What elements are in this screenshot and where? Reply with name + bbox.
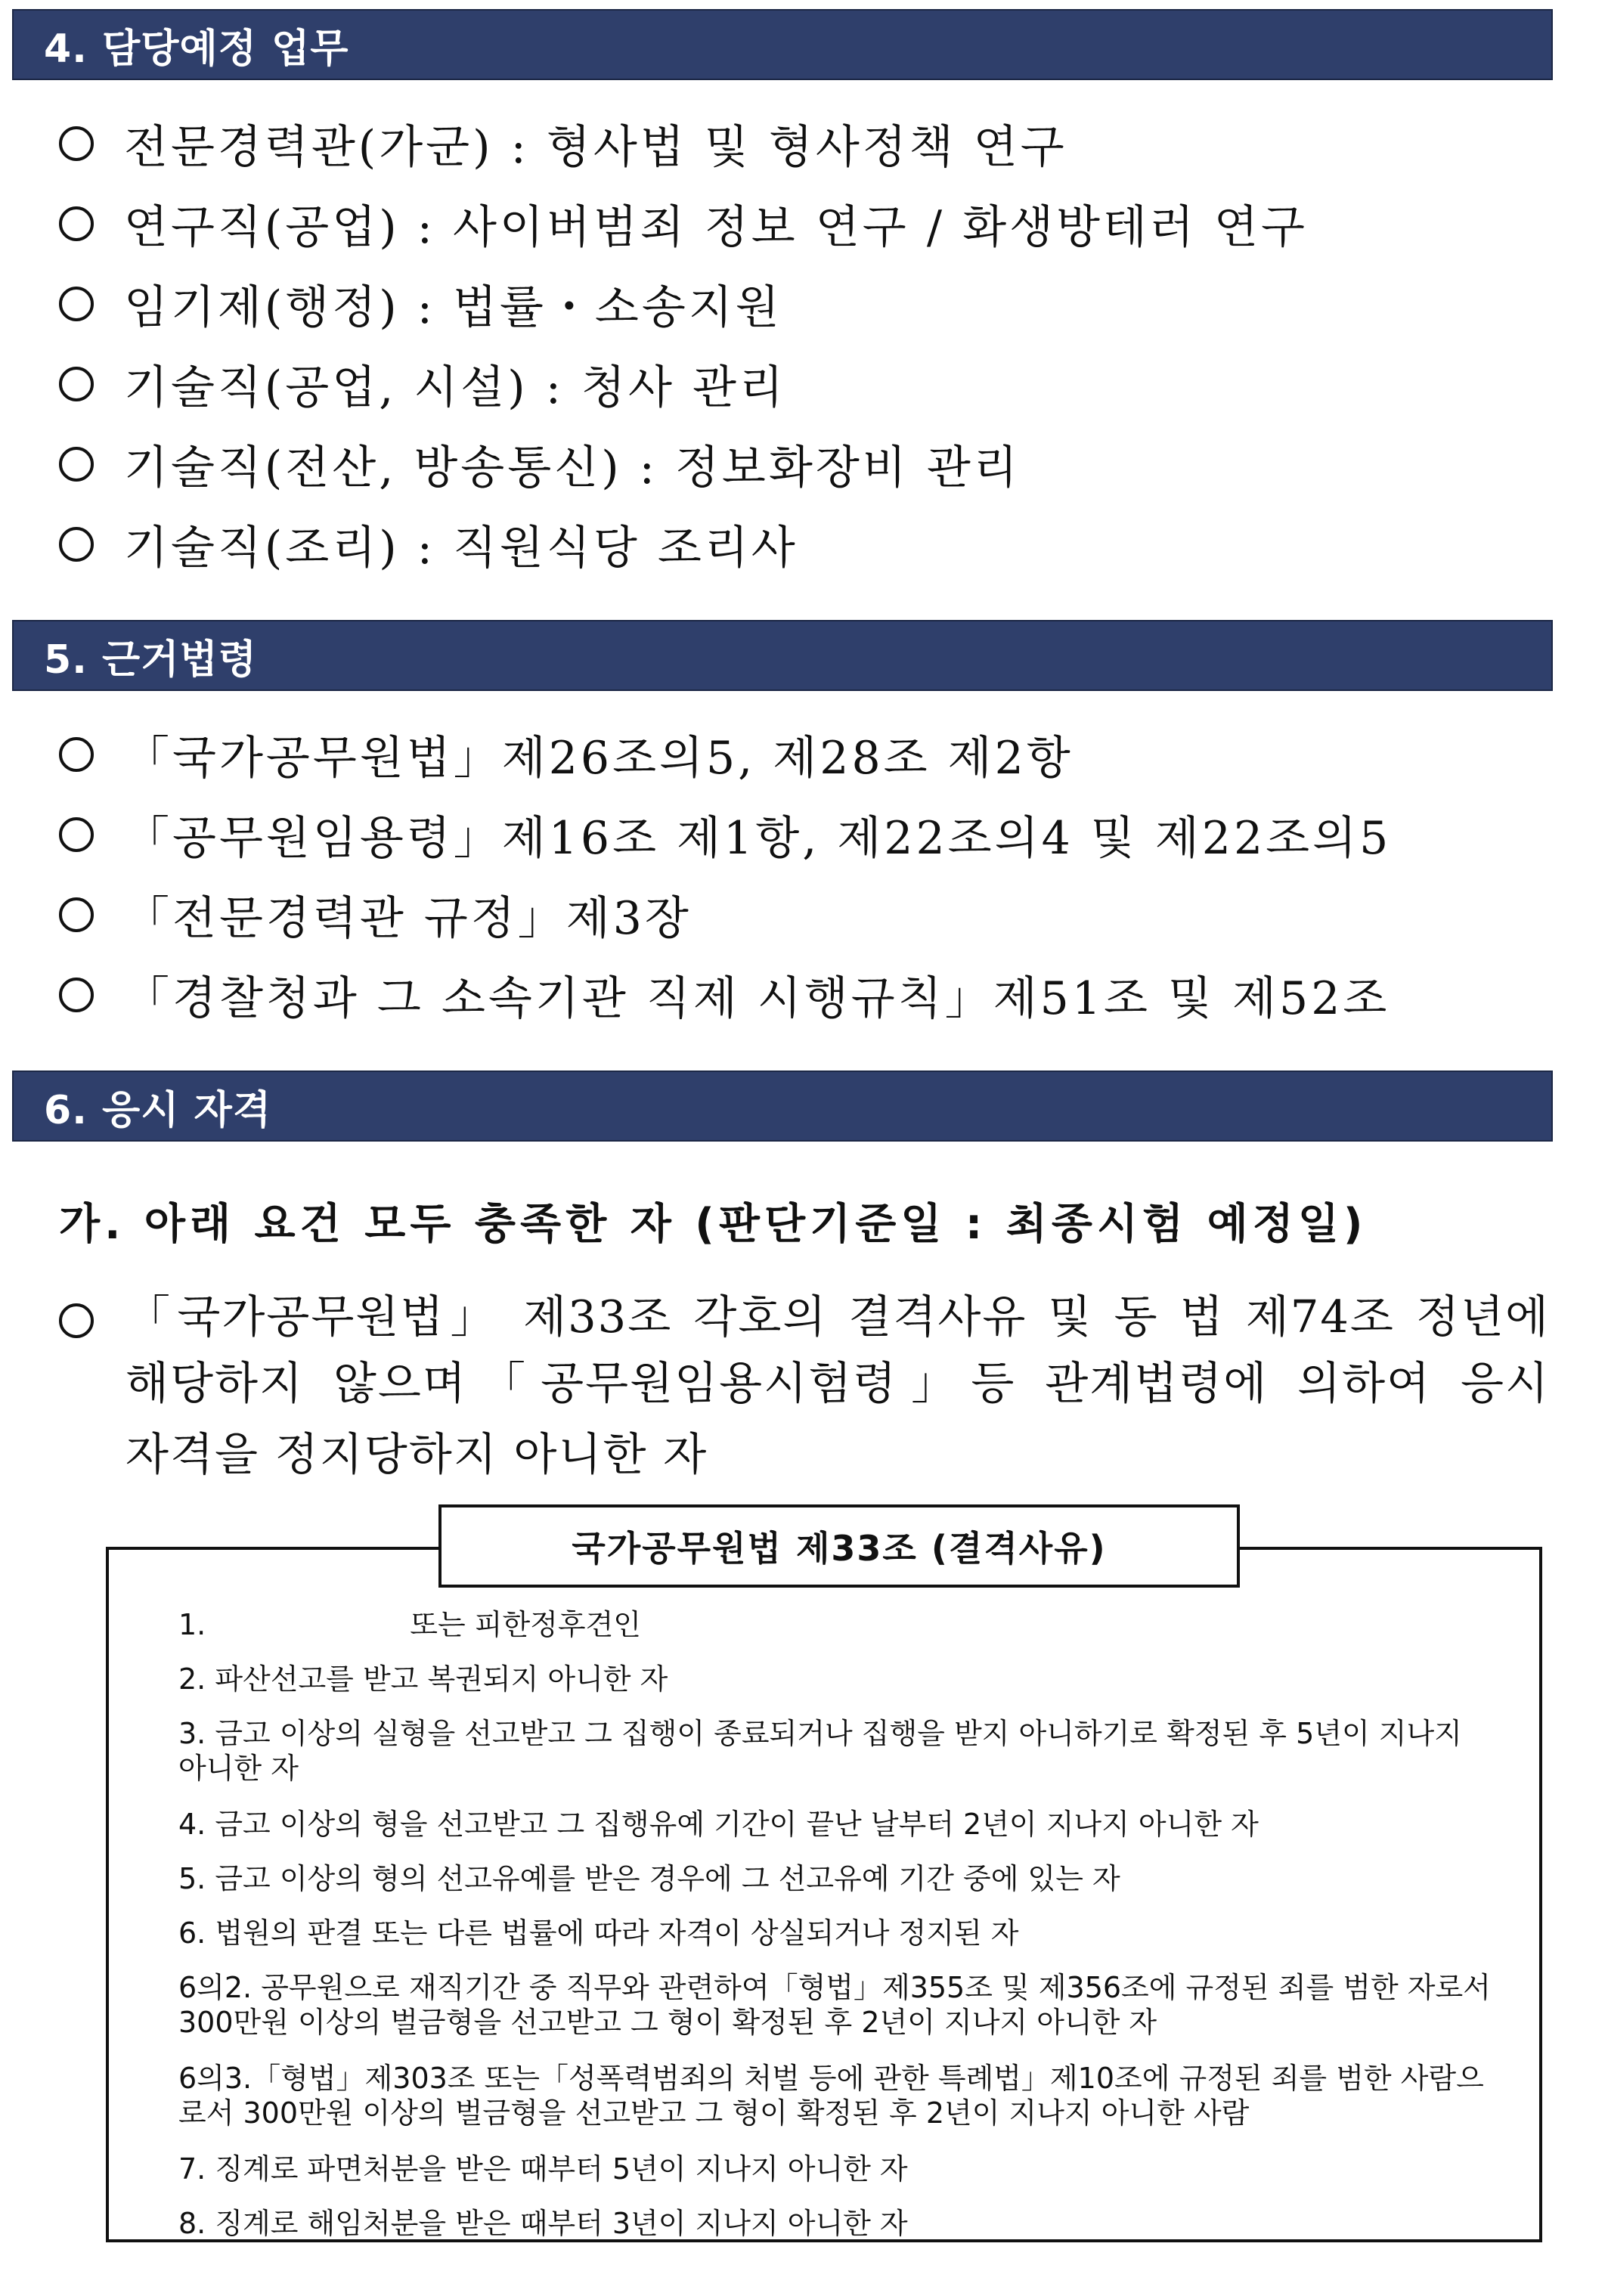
circle-bullet-icon (59, 897, 94, 932)
section-5-title: 5. 근거법령 (44, 637, 257, 683)
list-item (59, 354, 786, 414)
law-item-6-3: 6의3.「형법」제303조 또는「성폭력범죄의 처벌 등에 관한 특례법」제10조에 규정된 죄를 범한 사람으로서 300만원 이상의 벌금형을 선고받고 그 형이 확정된 후 2년이 지나지 아니한 사람 (178, 2062, 1484, 2130)
list-item (59, 804, 1391, 865)
law-item-number: 1. (178, 1608, 206, 1641)
section-6-title: 6. 응시 자격 (44, 1087, 272, 1133)
law-basis-item-2: 「공무원임용령」제16조 제1항, 제22조의4 및 제22조의5 (124, 812, 1392, 865)
list-item (59, 514, 798, 575)
circle-bullet-icon (59, 1303, 94, 1338)
list-item (59, 885, 692, 945)
duty-item-6: 기술직(조리) : 직원식당 조리사 (124, 522, 798, 575)
circle-bullet-icon (59, 737, 94, 772)
law-basis-item-4: 「경찰청과 그 소속기관 직제 시행규칙」제51조 및 제52조 (124, 972, 1390, 1025)
law-item-text: 또는 피한정후견인 (410, 1608, 642, 1641)
circle-bullet-icon (59, 287, 94, 321)
law-item-3: 3. 금고 이상의 실형을 선고받고 그 집행이 종료되거나 집행을 받지 아니하기로 확정된 후 5년이 지나지 아니한 자 (178, 1717, 1462, 1785)
section-6-header (12, 1071, 1553, 1142)
law-item-5: 5. 금고 이상의 형의 선고유예를 받은 경우에 그 선고유예 기간 중에 있는 자 (178, 1862, 1120, 1895)
law-basis-item-1: 「국가공무원법」제26조의5, 제28조 제2항 (124, 732, 1074, 785)
circle-bullet-icon (59, 447, 94, 482)
duty-item-1: 전문경력관(가군) : 형사법 및 형사정책 연구 (124, 121, 1067, 174)
list-item (59, 965, 1390, 1025)
qualification-subtitle: 가. 아래 요건 모두 충족한 자 (판단기준일 : 최종시험 예정일) (59, 1200, 1368, 1249)
law-basis-item-3: 「전문경력관 규정」제3장 (124, 892, 692, 945)
list-item (59, 434, 1021, 494)
law-box-title: 국가공무원법 제33조 (결격사유) (438, 1504, 1240, 1588)
list-item (59, 274, 782, 334)
law-item-1 (178, 1607, 1494, 1642)
list-item (59, 194, 1308, 254)
law-item-6: 6. 법원의 판결 또는 다른 법률에 따라 자격이 상실되거나 정지된 자 (178, 1916, 1019, 1950)
law-item-6-2: 6의2. 공무원으로 재직기간 중 직무와 관련하여「형법」제355조 및 제356조에 규정된 죄를 범한 자로서 300만원 이상의 벌금형을 선고받고 그 형이 확정된 후 2년이 지나지 아니한 자 (178, 1971, 1491, 2039)
law-item-4: 4. 금고 이상의 형을 선고받고 그 집행유예 기간이 끝난 날부터 2년이 지나지 아니한 자 (178, 1808, 1259, 1841)
duty-item-3: 임기제(행정) : 법률・소송지원 (124, 281, 782, 334)
list-item (59, 724, 1074, 785)
duty-item-5: 기술직(전산, 방송통신) : 정보화장비 관리 (124, 442, 1021, 494)
circle-bullet-icon (59, 367, 94, 401)
requirement-line-2: 해당하지 않으며「공무원임용시험령」등 관계법령에 의하여 응시 (125, 1357, 1550, 1409)
circle-bullet-icon (59, 527, 94, 562)
section-4-header (12, 9, 1553, 80)
duty-item-2: 연구직(공업) : 사이버범죄 정보 연구 / 화생방테러 연구 (124, 201, 1308, 254)
circle-bullet-icon (59, 206, 94, 241)
requirement-line-1: 「국가공무원법」 제33조 각호의 결격사유 및 동 법 제74조 정년에 (125, 1291, 1550, 1343)
section-5-header (12, 620, 1553, 691)
circle-bullet-icon (59, 126, 94, 161)
law-item-7: 7. 징계로 파면처분을 받은 때부터 5년이 지나지 아니한 자 (178, 2152, 908, 2186)
circle-bullet-icon (59, 978, 94, 1012)
circle-bullet-icon (59, 817, 94, 852)
law-item-8: 8. 징계로 해임처분을 받은 때부터 3년이 지나지 아니한 자 (178, 2207, 908, 2240)
law-item-2: 2. 파산선고를 받고 복권되지 아니한 자 (178, 1662, 668, 1696)
list-item (59, 113, 1067, 174)
section-4-title: 4. 담당예정 업무 (44, 26, 349, 72)
duty-item-4: 기술직(공업, 시설) : 청사 관리 (124, 361, 786, 414)
requirement-line-3: 자격을 정지당하지 아니한 자 (125, 1427, 708, 1480)
